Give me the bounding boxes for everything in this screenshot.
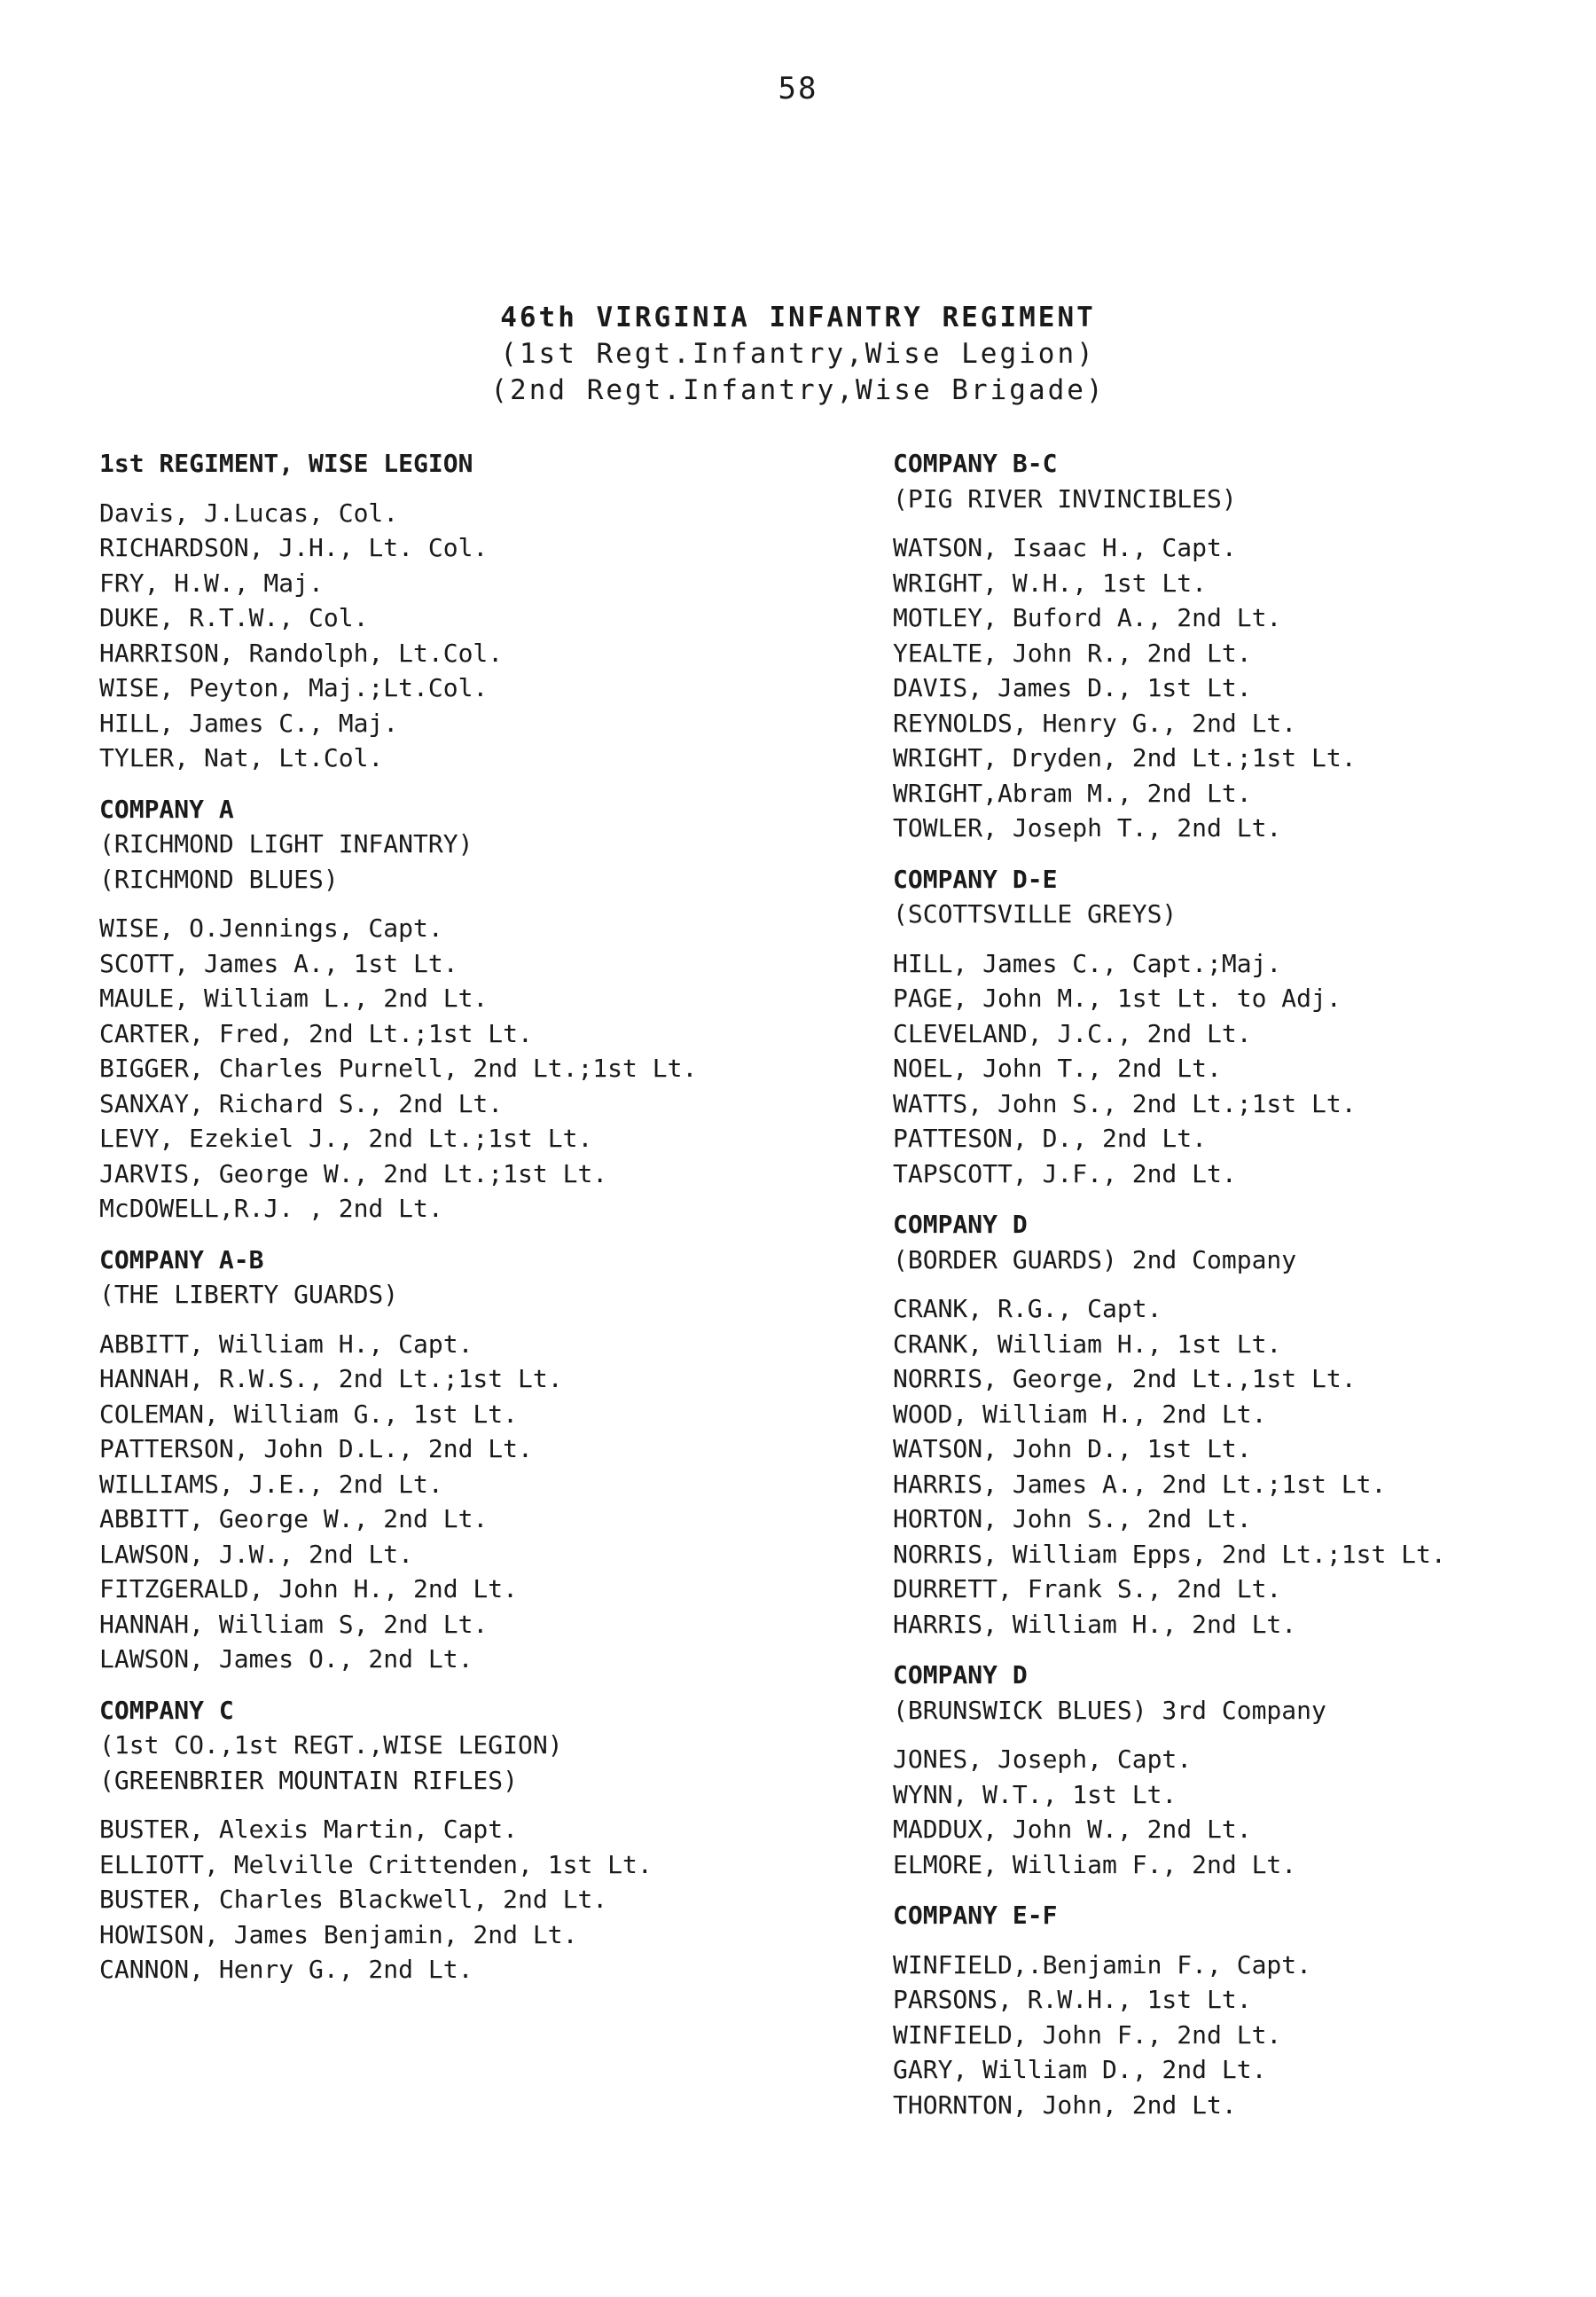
roster-entry: CRANK, William H., 1st Lt. (893, 1329, 1282, 1359)
roster-entry: CRANK, R.G., Capt. (893, 1294, 1162, 1323)
roster-entry: SCOTT, James A., 1st Lt. (99, 948, 458, 978)
roster-entry: TYLER, Nat, Lt.Col. (99, 743, 384, 772)
company-section (893, 446, 1596, 846)
roster-entry: WRIGHT,Abram M., 2nd Lt. (893, 778, 1252, 808)
company-section (99, 446, 862, 776)
roster-entry: HANNAH, R.W.S., 2nd Lt.;1st Lt. (99, 1364, 563, 1393)
roster-entry: WINFIELD, John F., 2nd Lt. (893, 2019, 1282, 2050)
roster-entry: WRIGHT, Dryden, 2nd Lt.;1st Lt. (893, 743, 1357, 772)
roster-entry: CLEVELAND, J.C., 2nd Lt. (893, 1018, 1252, 1048)
company-section (893, 1207, 1596, 1642)
section-subtitle: (RICHMOND LIGHT INFANTRY) (99, 829, 473, 858)
section-heading: COMPANY A-B (99, 1244, 264, 1274)
right-column (893, 446, 1596, 2138)
roster-entry: MADDUX, John W., 2nd Lt. (893, 1815, 1252, 1844)
roster-entry: THORNTON, John, 2nd Lt. (893, 2089, 1237, 2120)
roster-entry: DURRETT, Frank S., 2nd Lt. (893, 1574, 1282, 1603)
roster-entry: WATTS, John S., 2nd Lt.;1st Lt. (893, 1088, 1357, 1118)
company-section (99, 1243, 862, 1677)
section-subtitle: (RICHMOND BLUES) (99, 864, 339, 894)
roster-entry: SANXAY, Richard S., 2nd Lt. (99, 1088, 504, 1118)
section-subtitle: (GREENBRIER MOUNTAIN RIFLES) (99, 1765, 519, 1795)
roster-entry: HORTON, John S., 2nd Lt. (893, 1504, 1252, 1533)
roster-entry: LAWSON, J.W., 2nd Lt. (99, 1539, 414, 1569)
roster-list (99, 496, 862, 776)
roster-entry: Davis, J.Lucas, Col. (99, 498, 399, 528)
roster-list (99, 1812, 862, 1987)
section-heading: COMPANY D (893, 1660, 1028, 1689)
roster-entry: BUSTER, Charles Blackwell, 2nd Lt. (99, 1885, 608, 1914)
section-subtitle: (1st CO.,1st REGT.,WISE LEGION) (99, 1730, 563, 1760)
roster-entry: GARY, William D., 2nd Lt. (893, 2055, 1267, 2084)
roster-entry: HANNAH, William S, 2nd Lt. (99, 1609, 489, 1639)
roster-entry: NOEL, John T., 2nd Lt. (893, 1054, 1222, 1083)
section-heading: COMPANY B-C (893, 449, 1058, 478)
roster-entry: JARVIS, George W., 2nd Lt.;1st Lt. (99, 1158, 608, 1188)
title-block (0, 300, 1596, 409)
roster-entry: JONES, Joseph, Capt. (893, 1744, 1193, 1774)
roster-entry: ABBITT, George W., 2nd Lt. (99, 1504, 489, 1533)
roster-entry: McDOWELL,R.J. , 2nd Lt. (99, 1194, 443, 1223)
roster-entry: CANNON, Henry G., 2nd Lt. (99, 1955, 473, 1984)
roster-entry: DAVIS, James D., 1st Lt. (893, 673, 1252, 702)
roster-entry: DUKE, R.T.W., Col. (99, 603, 369, 632)
roster-entry: FRY, H.W., Maj. (99, 568, 324, 598)
roster-entry: NORRIS, George, 2nd Lt.,1st Lt. (893, 1364, 1357, 1393)
roster-entry: MAULE, William L., 2nd Lt. (99, 984, 489, 1013)
roster-entry: HARRIS, James A., 2nd Lt.;1st Lt. (893, 1469, 1387, 1499)
roster-entry: REYNOLDS, Henry G., 2nd Lt. (893, 708, 1297, 738)
roster-entry: YEALTE, John R., 2nd Lt. (893, 638, 1252, 668)
roster-entry: WILLIAMS, J.E., 2nd Lt. (99, 1469, 443, 1499)
section-heading: 1st REGIMENT, WISE LEGION (99, 449, 473, 478)
roster-entry: PATTESON, D., 2nd Lt. (893, 1124, 1208, 1153)
roster-entry: MOTLEY, Buford A., 2nd Lt. (893, 603, 1282, 632)
section-subtitle: (PIG RIVER INVINCIBLES) (893, 483, 1237, 513)
roster-entry: HILL, James C., Maj. (99, 708, 399, 738)
roster-entry: WATSON, John D., 1st Lt. (893, 1434, 1252, 1463)
roster-list (893, 1742, 1596, 1882)
roster-entry: CARTER, Fred, 2nd Lt.;1st Lt. (99, 1018, 533, 1048)
roster-entry: ELLIOTT, Melville Crittenden, 1st Lt. (99, 1849, 653, 1879)
roster-entry: RICHARDSON, J.H., Lt. Col. (99, 533, 489, 562)
section-subtitle: (SCOTTSVILLE GREYS) (893, 899, 1177, 929)
roster-entry: NORRIS, William Epps, 2nd Lt.;1st Lt. (893, 1539, 1446, 1569)
company-section (99, 792, 862, 1227)
roster-list (893, 946, 1596, 1192)
roster-list (893, 530, 1596, 846)
section-subtitle: (BRUNSWICK BLUES) 3rd Company (893, 1695, 1326, 1725)
roster-entry: HOWISON, James Benjamin, 2nd Lt. (99, 1919, 578, 1949)
company-section (99, 1693, 862, 1987)
roster-entry: ABBITT, William H., Capt. (99, 1329, 473, 1359)
roster-entry: TAPSCOTT, J.F., 2nd Lt. (893, 1158, 1237, 1188)
roster-entry: WISE, Peyton, Maj.;Lt.Col. (99, 673, 489, 702)
roster-entry: LEVY, Ezekiel J., 2nd Lt.;1st Lt. (99, 1124, 593, 1153)
roster-entry: TOWLER, Joseph T., 2nd Lt. (893, 813, 1282, 843)
roster-entry: COLEMAN, William G., 1st Lt. (99, 1399, 519, 1429)
page-number: 58 (778, 71, 818, 106)
roster-entry: BIGGER, Charles Purnell, 2nd Lt.;1st Lt. (99, 1054, 698, 1083)
section-subtitle: (THE LIBERTY GUARDS) (99, 1280, 399, 1309)
company-section (893, 1658, 1596, 1882)
regiment-title: 46th VIRGINIA INFANTRY REGIMENT (500, 302, 1096, 333)
roster-entry: HARRISON, Randolph, Lt.Col. (99, 638, 504, 668)
regiment-subtitle-1: (1st Regt.Infantry,Wise Legion) (500, 338, 1096, 370)
section-heading: COMPANY E-F (893, 1901, 1058, 1930)
roster-list (893, 1291, 1596, 1642)
roster-entry: ELMORE, William F., 2nd Lt. (893, 1849, 1297, 1879)
roster-entry: PAGE, John M., 1st Lt. to Adj. (893, 984, 1342, 1013)
roster-entry: WRIGHT, W.H., 1st Lt. (893, 568, 1208, 598)
roster-list (893, 1948, 1596, 2123)
regiment-subtitle-2: (2nd Regt.Infantry,Wise Brigade) (490, 374, 1106, 406)
roster-entry: PARSONS, R.W.H., 1st Lt. (893, 1985, 1252, 2014)
roster-entry: HILL, James C., Capt.;Maj. (893, 948, 1282, 978)
roster-entry: WISE, O.Jennings, Capt. (99, 913, 443, 943)
left-column (99, 446, 862, 2003)
roster-entry: PATTERSON, John D.L., 2nd Lt. (99, 1434, 533, 1463)
roster-entry: WATSON, Isaac H., Capt. (893, 533, 1237, 562)
roster-entry: WYNN, W.T., 1st Lt. (893, 1779, 1177, 1809)
roster-list (99, 911, 862, 1227)
roster-list (99, 1327, 862, 1677)
roster-entry: BUSTER, Alexis Martin, Capt. (99, 1815, 519, 1844)
roster-entry: LAWSON, James O., 2nd Lt. (99, 1644, 473, 1674)
company-section (893, 1898, 1596, 2122)
section-heading: COMPANY D (893, 1210, 1028, 1239)
section-heading: COMPANY C (99, 1695, 234, 1725)
section-heading: COMPANY A (99, 794, 234, 824)
roster-entry: FITZGERALD, John H., 2nd Lt. (99, 1574, 519, 1603)
section-subtitle: (BORDER GUARDS) 2nd Company (893, 1244, 1297, 1274)
section-heading: COMPANY D-E (893, 864, 1058, 894)
roster-entry: WINFIELD,.Benjamin F., Capt. (893, 1949, 1312, 1979)
roster-entry: WOOD, William H., 2nd Lt. (893, 1399, 1267, 1429)
company-section (893, 862, 1596, 1192)
roster-entry: HARRIS, William H., 2nd Lt. (893, 1609, 1297, 1639)
